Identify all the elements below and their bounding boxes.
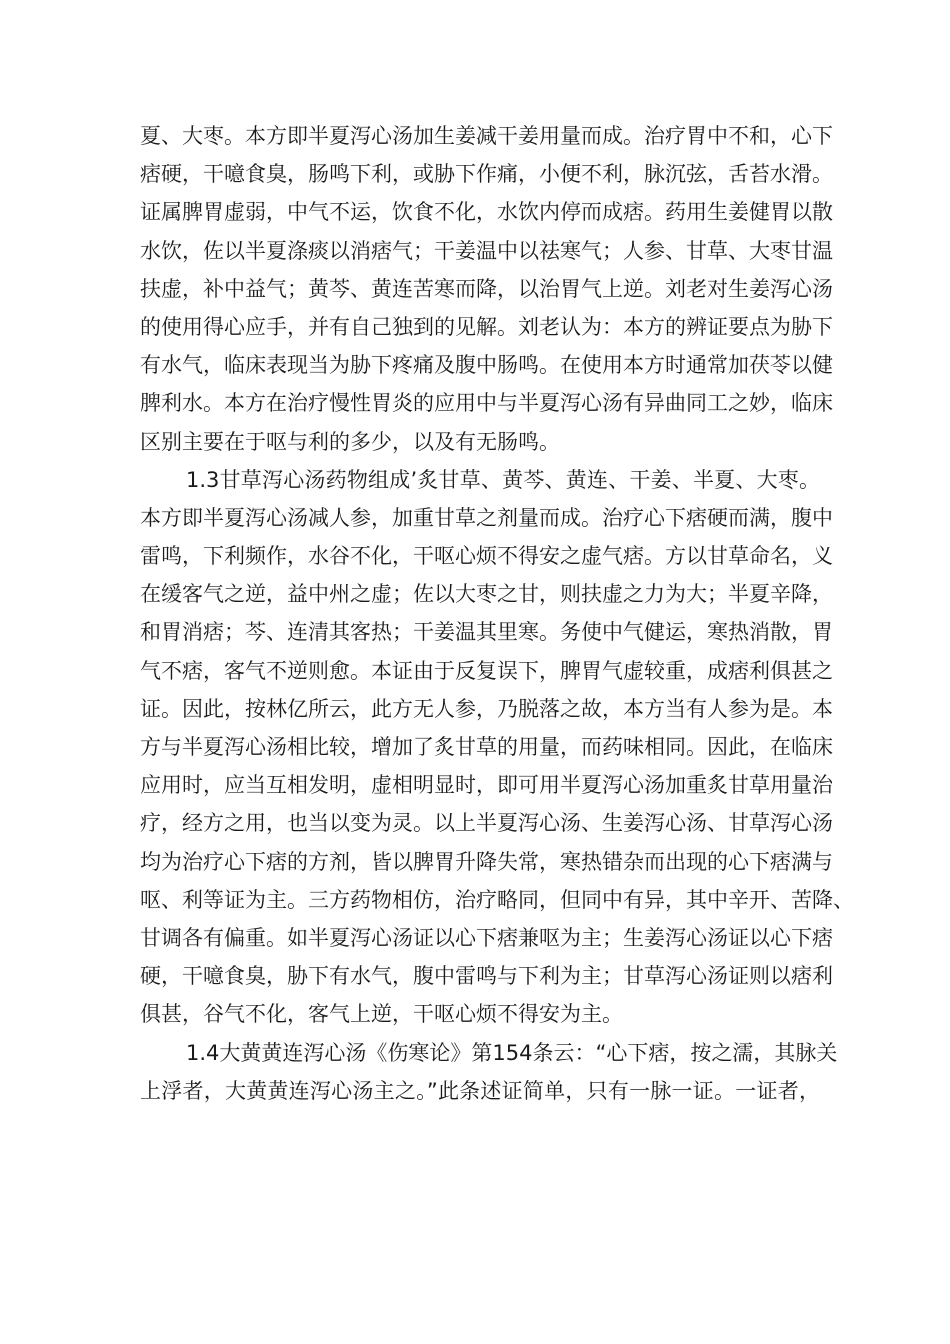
text-line: 扶虚，补中益气；黄芩、黄连苦寒而降，以治胃气上逆。刘老对生姜泻心汤 bbox=[140, 276, 833, 301]
text-line: 脾利水。本方在治疗慢性胃炎的应用中与半夏泻心汤有异曲同工之妙，临床 bbox=[140, 391, 833, 416]
text-line: 证。因此，按林亿所云，此方无人参，乃脱落之故，本方当有人参为是。本 bbox=[140, 696, 833, 721]
text-line: 在缓客气之逆，益中州之虚；佐以大枣之甘，则扶虚之力为大；半夏辛降， bbox=[140, 582, 833, 607]
text-line: 本方即半夏泻心汤减人参，加重甘草之剂量而成。治疗心下痞硬而满，腹中 bbox=[140, 505, 833, 530]
text-line: 甘调各有偏重。如半夏泻心汤证以心下痞兼呕为主；生姜泻心汤证以心下痞 bbox=[140, 925, 833, 950]
text-line: 证属脾胃虚弱，中气不运，饮食不化，水饮内停而成痞。药用生姜健胃以散 bbox=[140, 200, 833, 225]
text-line: 应用时，应当互相发明，虚相明显时，即可用半夏泻心汤加重炙甘草用量治 bbox=[140, 773, 833, 798]
text-line: 呕、利等证为主。三方药物相仿，治疗略同，但同中有异，其中辛开、苦降、 bbox=[140, 887, 854, 912]
body-text bbox=[140, 117, 854, 1110]
text-line: 俱甚，谷气不化，客气上逆，干呕心烦不得安为主。 bbox=[140, 1002, 623, 1027]
text-line: 硬，干噫食臭，胁下有水气，腹中雷鸣与下利为主；甘草泻心汤证则以痞利 bbox=[140, 964, 833, 989]
text-line: 水饮，佐以半夏涤痰以消痞气；干姜温中以祛寒气；人参、甘草、大枣甘温 bbox=[140, 238, 833, 263]
text-line: 有水气，临床表现当为胁下疼痛及腹中肠鸣。在使用本方时通常加茯苓以健 bbox=[140, 353, 833, 378]
paragraph-first-line: 1.3甘草泻心汤药物组成’炙甘草、黄芩、黄连、干姜、半夏、大枣。 bbox=[186, 467, 820, 492]
text-line: 痞硬，干噫食臭，肠鸣下利，或胁下作痛，小便不利，脉沉弦，舌苔水滑。 bbox=[140, 162, 833, 187]
text-line: 方与半夏泻心汤相比较，增加了炙甘草的用量，而药味相同。因此，在临床 bbox=[140, 735, 833, 759]
paragraph-first-line: 1.4大黄黄连泻心汤《伤寒论》第154条云：“心下痞，按之濡，其脉关 bbox=[186, 1040, 838, 1065]
text-line: 均为治疗心下痞的方剂，皆以脾胃升降失常，寒热错杂而出现的心下痞满与 bbox=[140, 849, 833, 874]
text-line: 雷鸣，下利频作，水谷不化，干呕心烦不得安之虚气痞。方以甘草命名，义 bbox=[140, 544, 833, 569]
text-line: 的使用得心应手，并有自己独到的见解。刘老认为：本方的辨证要点为胁下 bbox=[140, 314, 833, 339]
text-line: 和胃消痞；芩、连清其客热；干姜温其里寒。务使中气健运，寒热消散，胃 bbox=[140, 620, 833, 645]
text-line: 夏、大枣。本方即半夏泻心汤加生姜减干姜用量而成。治疗胃中不和，心下 bbox=[140, 124, 833, 148]
text-line: 疗，经方之用，也当以变为灵。以上半夏泻心汤、生姜泻心汤、甘草泻心汤 bbox=[140, 811, 833, 836]
text-line: 上浮者，大黄黄连泻心汤主之。”此条述证简单，只有一脉一证。一证者， bbox=[140, 1078, 820, 1103]
text-line: 气不痞，客气不逆则愈。本证由于反复误下，脾胃气虚较重，成痞利俱甚之 bbox=[140, 658, 833, 683]
text-line: 区别主要在于呕与利的多少，以及有无肠鸣。 bbox=[140, 429, 560, 454]
